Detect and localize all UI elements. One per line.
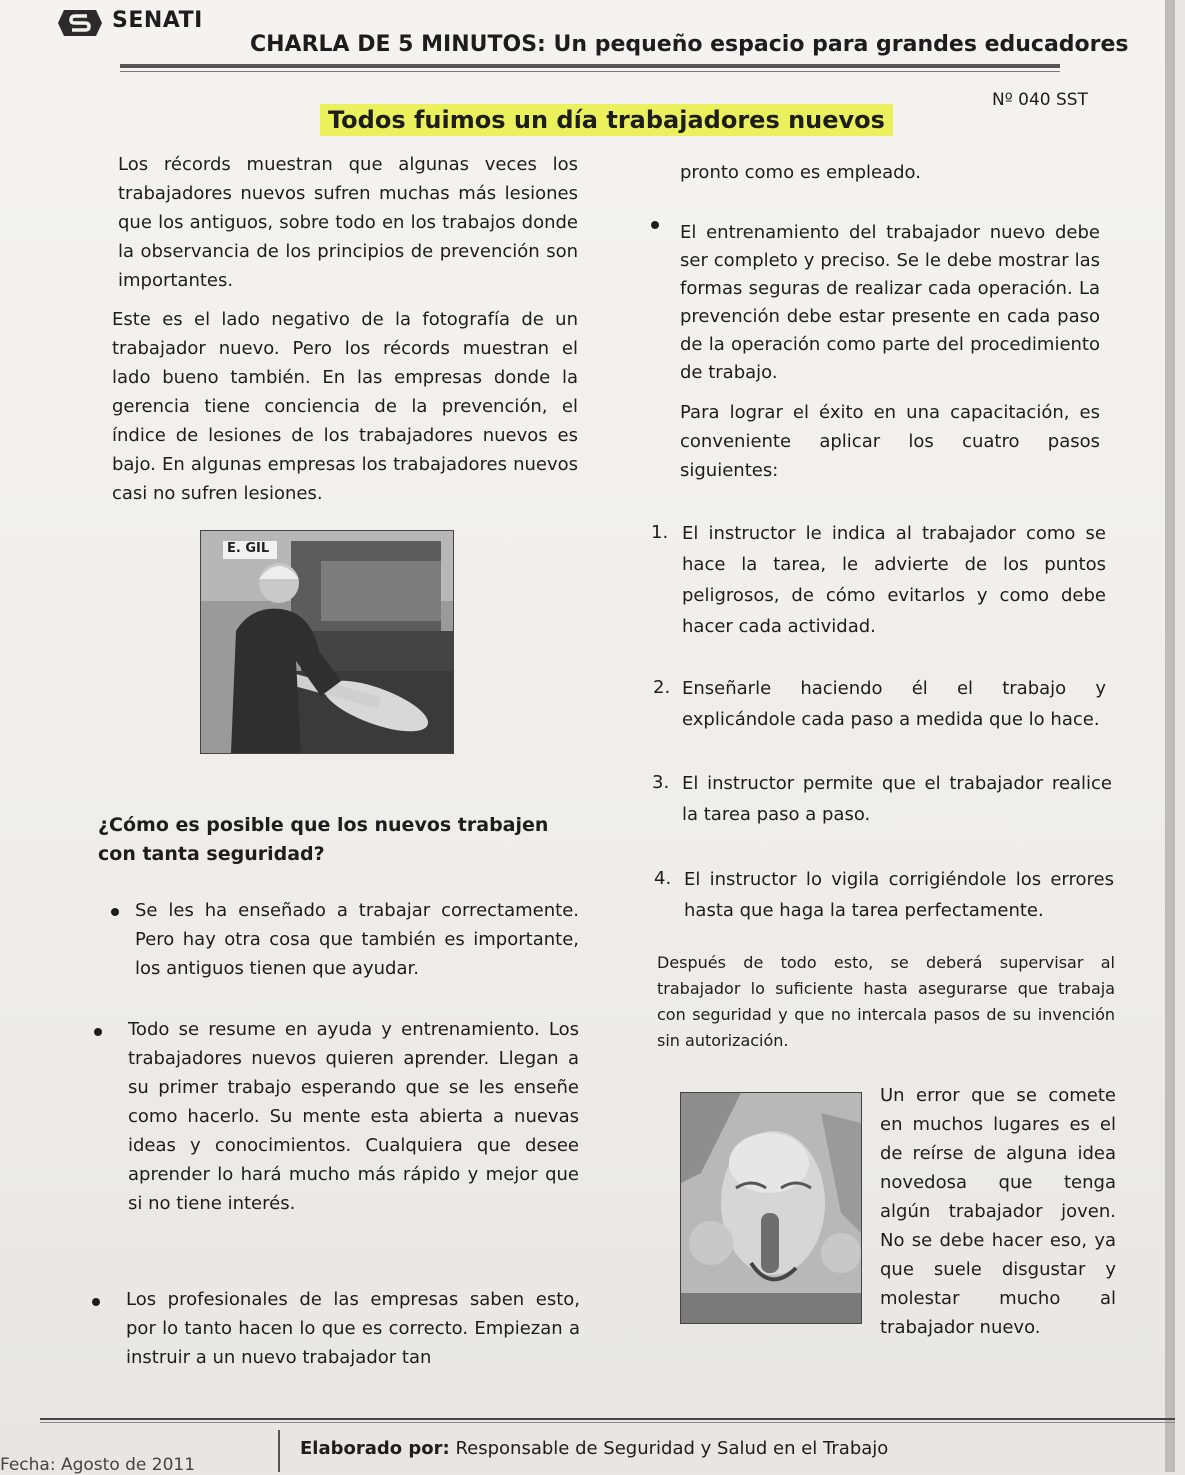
step-text-3: El instructor permite que el trabajador realice la tarea paso a paso. [682, 773, 1112, 825]
talk-number: Nº 040 SST [992, 90, 1088, 110]
step-text-4: El instructor lo vigila corrigiéndole los errores hasta que haga la tarea perfectamente. [684, 869, 1114, 921]
right-intro: Para lograr el éxito en una capacitación, es conveniente aplicar los cuatro pasos siguientes: [680, 402, 1100, 481]
page-edge [1165, 0, 1175, 1472]
worker-photo [200, 530, 454, 754]
footer-credit-value: Responsable de Seguridad y Salud en el Trabajo [449, 1438, 889, 1459]
left-bullet-1: Se les ha enseñado a trabajar correctamente. Pero hay otra cosa que también es importante, los antiguos tienen que ayudar. [135, 900, 579, 979]
photo-sign-text: E. GIL [227, 541, 270, 556]
senati-logo-icon [58, 8, 102, 38]
bullet-dot [94, 1028, 102, 1036]
after-paragraph: Después de todo esto, se deberá supervisar al trabajador lo suficiente hasta asegurarse que trabaja con seguridad y que no intercala pasos de su invención sin autorización. [657, 953, 1115, 1050]
step-number-2: 2. [653, 677, 671, 698]
step-text-1: El instructor le indica al trabajador como se hace la tarea, le advierte de los puntos peligrosos, de cómo evitarlos y como debe hacer cada actividad. [682, 523, 1106, 637]
bullet-dot [92, 1298, 100, 1306]
right-bullet-1: El entrenamiento del trabajador nuevo debe ser completo y preciso. Se le debe mostrar las formas seguras de realizar cada operación. La prevención debe estar presente en cada paso de la operación como parte del procedimiento de trabajo. [680, 222, 1100, 383]
man-photo-image [681, 1093, 861, 1323]
bullet-dot [111, 908, 119, 916]
main-title: Todos fuimos un día trabajadores nuevos [320, 104, 893, 136]
left-paragraph-2: Este es el lado negativo de la fotografía de un trabajador nuevo. Pero los récords muestran el lado bueno también. En las empresas donde la gerencia tiene conciencia de la prevención, el índice de lesiones de los trabajadores nuevos es bajo. En algunas empresas los trabajadores nuevos casi no sufren lesiones. [112, 309, 578, 504]
worker-photo-image [201, 531, 453, 753]
step-number-4: 4. [654, 868, 672, 889]
left-paragraph-1: Los récords muestran que algunas veces los trabajadores nuevos sufren muchas más lesiones que los antiguos, sobre todo en los trabajos donde la observancia de los principios de prevención son importantes. [118, 154, 578, 291]
footer-credit-label: Elaborado por: [300, 1438, 450, 1459]
bullet-dot [651, 221, 659, 229]
brand-name: SENATI [112, 8, 203, 33]
right-paragraph-1: pronto como es empleado. [680, 162, 921, 183]
footer-rule [40, 1418, 1175, 1420]
footer-credit [300, 1438, 888, 1459]
footer-date: Fecha: Agosto de 2011 [0, 1455, 196, 1475]
header-title: CHARLA DE 5 MINUTOS: Un pequeño espacio para grandes educadores [250, 32, 1129, 57]
footer-divider [278, 1430, 280, 1472]
footer-rule-thin [40, 1422, 1175, 1423]
error-paragraph: Un error que se comete en muchos lugares es el de reírse de alguna idea novedosa que tenga algún trabajador joven. No se debe hacer eso, ya que suele disgustar y molestar mucho al trabajador nuevo. [880, 1085, 1116, 1338]
step-number-1: 1. [651, 522, 669, 543]
question-heading: ¿Cómo es posible que los nuevos trabajen con tanta seguridad? [98, 814, 549, 865]
man-photo [680, 1092, 862, 1324]
header-rule [120, 64, 1060, 68]
left-bullet-3: Los profesionales de las empresas saben esto, por lo tanto hacen lo que es correcto. Empiezan a instruir a un nuevo trabajador tan [126, 1289, 580, 1368]
step-number-3: 3. [652, 772, 670, 793]
step-text-2: Enseñarle haciendo él el trabajo y explicándole cada paso a medida que lo hace. [682, 678, 1106, 730]
left-bullet-2: Todo se resume en ayuda y entrenamiento. Los trabajadores nuevos quieren aprender. Llegan a su primer trabajo esperando que se les enseñe como hacerlo. Su mente esta abierta a nuevas ideas y conocimientos. Cualquiera que desee aprender lo hará mucho más rápido y mejor que si no tiene interés. [128, 1019, 579, 1214]
header-rule-thin [120, 71, 1060, 72]
